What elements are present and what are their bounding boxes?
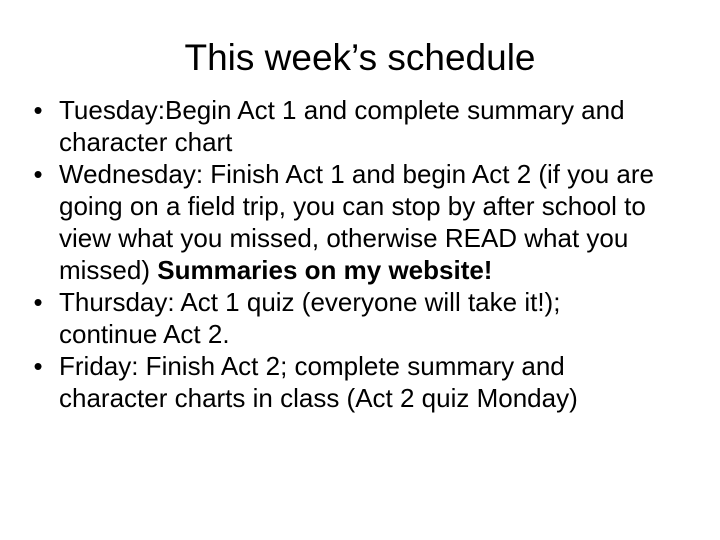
bullet-item-friday — [33, 350, 659, 414]
bullet-text: Friday: Finish Act 2; complete summary and character charts in class (Act 2 quiz Monday) — [59, 351, 578, 413]
bullet-item-tuesday — [33, 94, 659, 158]
bullet-text: Thursday: Act 1 quiz (everyone will take it!); continue Act 2. — [59, 287, 561, 349]
bullet-item-thursday — [33, 286, 659, 350]
bullet-list — [33, 94, 659, 414]
bullet-text: Wednesday: Finish Act 1 and begin Act 2 (if you are going on a field trip, you can stop by after school to view what you missed, otherwise READ what you missed) — [59, 159, 654, 285]
bullet-icon: • — [33, 95, 43, 125]
bullet-icon: • — [33, 159, 43, 189]
bullet-icon: • — [33, 287, 43, 317]
bullet-text: Tuesday:Begin Act 1 and complete summary and character chart — [59, 95, 625, 157]
bullet-item-wednesday — [33, 158, 659, 286]
slide-title: This week’s schedule — [184, 37, 536, 78]
bullet-bold-text: Summaries on my website! — [157, 255, 493, 285]
bullet-icon: • — [33, 351, 43, 381]
